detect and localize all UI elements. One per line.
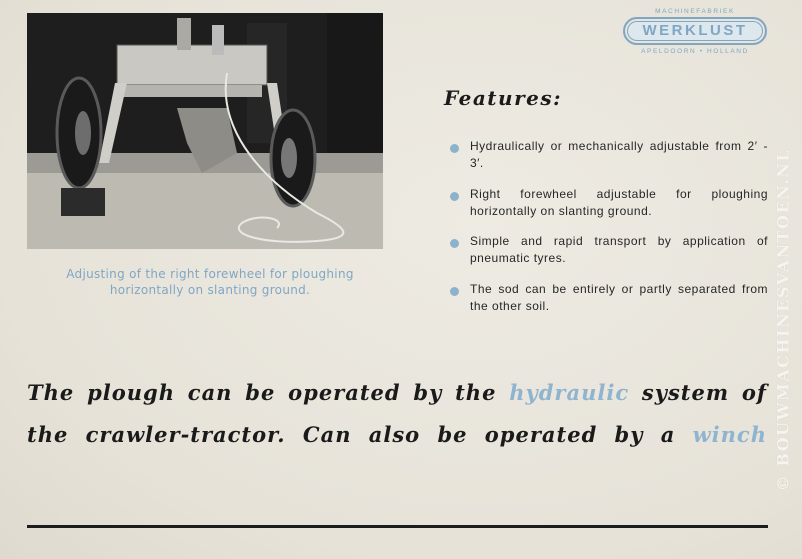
watermark-text: © BOUWMACHINESVANTOEN.NL (773, 148, 793, 492)
watermark (771, 95, 795, 545)
body-word: operated (288, 380, 401, 405)
body-word: by (413, 380, 443, 405)
body-word: can (187, 380, 233, 405)
features-heading: Features: (444, 86, 562, 110)
body-word: Can (302, 422, 352, 447)
bullet-icon (450, 144, 459, 153)
werklust-logo (620, 8, 770, 66)
body-word: The (27, 380, 75, 405)
bullet-icon (450, 239, 459, 248)
body-word: by (614, 422, 644, 447)
body-word: operated (484, 422, 598, 447)
feature-text: Simple and rapid transport by application of pneumatic tyres. (470, 234, 768, 265)
body-line-2 (27, 422, 767, 447)
logo-bottom-text: APELDOORN • HOLLAND (641, 48, 749, 55)
feature-item (450, 138, 768, 172)
feature-item (450, 233, 768, 267)
body-word: plough (87, 380, 175, 405)
body-word: be (245, 380, 276, 405)
plough-photo (27, 13, 383, 249)
body-line-1 (27, 380, 767, 405)
feature-item (450, 186, 768, 220)
photo-caption: Adjusting of the right forewheel for ploughing horizontally on slanting ground. (66, 267, 354, 297)
body-word: be (437, 422, 468, 447)
logo-top-text: MACHINEFABRIEK (655, 8, 735, 15)
bullet-icon (450, 192, 459, 201)
bottom-rule (27, 525, 768, 528)
logo-name: WERKLUST (623, 17, 767, 45)
body-word: the (455, 380, 497, 405)
body-accent-word: hydraulic (509, 380, 630, 405)
body-word: system (641, 380, 730, 405)
feature-text: Hydraulically or mechanically adjustable from 2′ - 3′. (470, 139, 768, 170)
body-word: a (660, 422, 676, 447)
body-word: of (741, 380, 767, 405)
body-word: crawler-tractor. (85, 422, 286, 447)
body-word: the (27, 422, 69, 447)
bullet-icon (450, 287, 459, 296)
plough-illustration (27, 13, 383, 249)
feature-item (450, 281, 768, 315)
body-word: also (368, 422, 421, 447)
feature-text: The sod can be entirely or partly separated from the other soil. (470, 282, 768, 313)
body-accent-word: winch (692, 422, 767, 447)
feature-text: Right forewheel adjustable for ploughing horizontally on slanting ground. (470, 187, 768, 218)
